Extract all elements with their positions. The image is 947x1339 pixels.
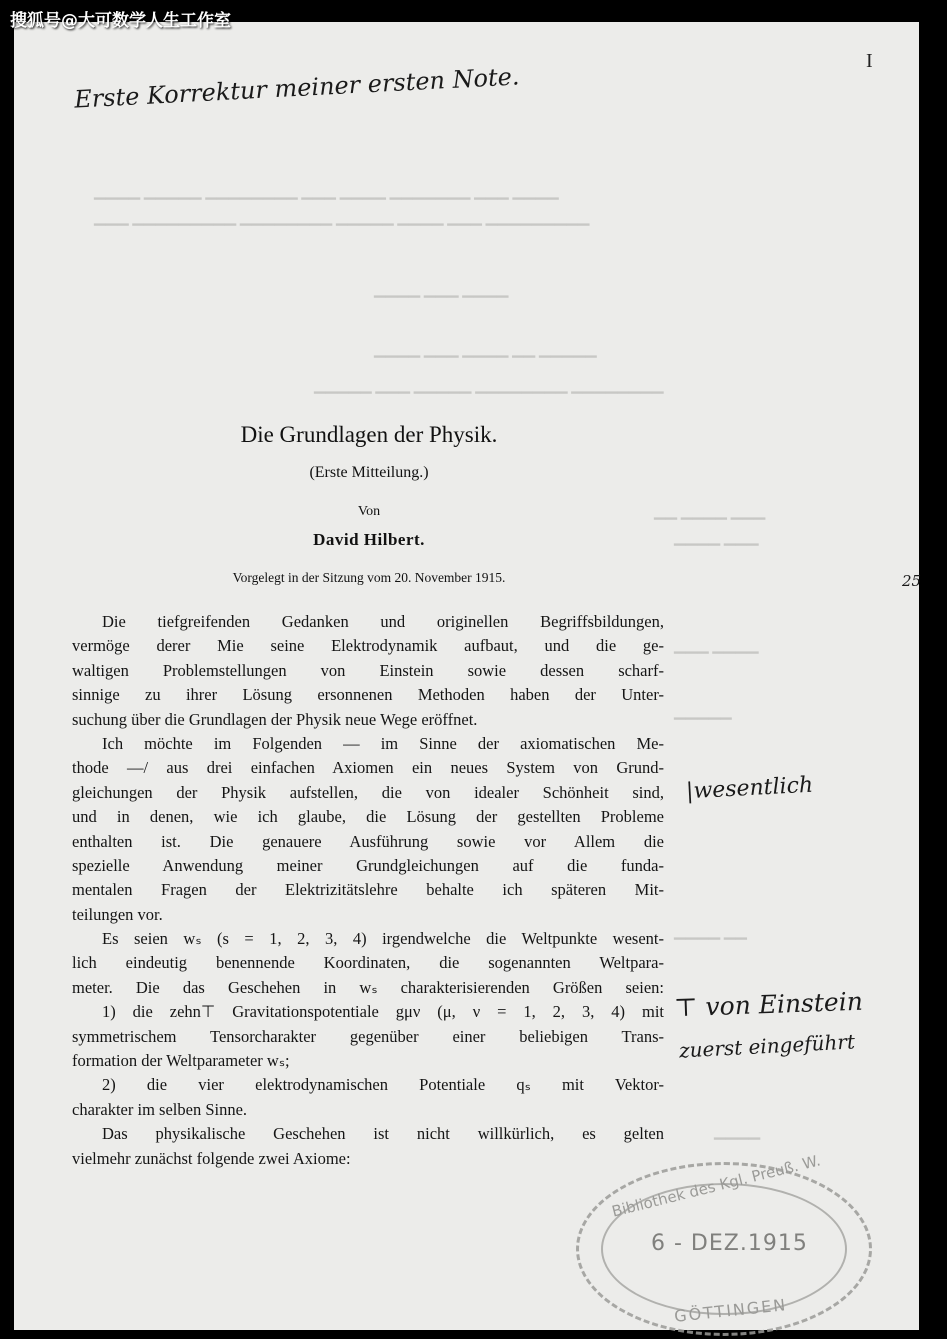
body-line: sinnige zu ihrer Lösung ersonnenen Methoden haben der Unter- — [72, 685, 664, 705]
stamp-top-text: Bibliothek des Kgl. Preuß. W. — [610, 1151, 823, 1221]
bleed-through: ▁▁▁▁ — [714, 1124, 761, 1140]
handwritten-top-note: Erste Korrektur meiner ersten Note. — [73, 62, 521, 114]
bleed-through: ▁▁▁▁ ▁▁▁ ▁▁▁▁ ▁▁ ▁▁▁▁▁ — [374, 342, 597, 358]
body-line: vielmehr zunächst folgende zwei Axiome: — [72, 1148, 351, 1168]
document-page — [14, 22, 922, 1330]
bleed-through: ▁▁▁▁▁ — [674, 704, 732, 720]
paper-subtitle: (Erste Mitteilung.) — [309, 464, 429, 481]
body-text — [72, 610, 664, 1171]
body-line: gleichungen der Physik aufstellen, die von idealer Schönheit sind, — [72, 782, 664, 802]
body-line: enthalten ist. Die genauere Ausführung sowie vor Allem die — [72, 831, 664, 851]
body-line: meter. Die das Geschehen in wₛ charakterisierenden Größen seien: — [72, 977, 664, 997]
author-name: David Hilbert. — [313, 530, 425, 549]
body-line: Es seien wₛ (s = 1, 2, 3, 4) irgendwelche die Weltpunkte wesent- — [102, 929, 664, 949]
body-line: und in denen, wie ich glaube, die Lösung der gestellten Probleme — [72, 807, 664, 827]
bleed-through: ▁▁▁▁ ▁▁ — [674, 924, 747, 940]
von-label: Von — [357, 504, 381, 519]
body-line: Die tiefgreifenden Gedanken und originellen Begriffsbildungen, — [102, 612, 664, 631]
body-line: thode —/ aus drei einfachen Axiomen ein neues System von Grund- — [72, 758, 664, 778]
bleed-through: ▁▁▁▁ ▁▁▁ ▁▁▁▁ — [374, 282, 509, 298]
body-line: waltigen Problemstellungen von Einstein sowie dessen scharf- — [72, 660, 664, 680]
handwritten-einstein-line1: ⊤ von Einstein — [673, 986, 864, 1023]
body-line: lich eindeutig benennende Koordinaten, die sogenannten Weltpara- — [72, 953, 664, 973]
body-line: teilungen vor. — [72, 904, 163, 924]
stamp-bottom-text: GÖTTINGEN — [673, 1295, 789, 1326]
library-stamp — [576, 1151, 872, 1336]
watermark-text: 搜狐号@大可数学人生工作室 — [10, 11, 231, 31]
handwritten-margin-number: 25 — [902, 572, 922, 590]
body-line: symmetrischem Tensorcharakter gegenüber einer beliebigen Trans- — [72, 1026, 664, 1046]
page-mark: I — [866, 50, 873, 72]
bleed-through: ▁▁▁▁ ▁▁▁▁▁ ▁▁▁▁▁▁▁▁ ▁▁▁ ▁▁▁▁ ▁▁▁▁▁▁▁ ▁▁▁ ▁▁▁▁ — [94, 184, 559, 200]
body-line: formation der Weltparameter wₛ; — [72, 1051, 290, 1071]
bleed-through: ▁▁▁▁ ▁▁▁ — [674, 530, 759, 546]
body-line: Ich möchte im Folgenden — im Sinne der axiomatischen Me- — [102, 733, 664, 753]
bleed-through: ▁▁▁ ▁▁▁▁▁▁▁▁▁ ▁▁▁▁▁▁▁▁ ▁▁▁▁▁ ▁▁▁▁ ▁▁▁ ▁▁▁▁▁▁▁▁▁ — [94, 210, 590, 226]
bleed-through: ▁▁▁▁▁ ▁▁▁ ▁▁▁▁▁ ▁▁▁▁▁▁▁▁ ▁▁▁▁▁▁▁▁ — [314, 378, 664, 394]
body-line: suchung über die Grundlagen der Physik neue Wege eröffnet. — [72, 709, 478, 729]
body-line: mentalen Fragen der Elektrizitätslehre behalte ich späteren Mit- — [72, 880, 664, 900]
handwritten-einstein-line2: zuerst eingeführt — [678, 1029, 856, 1063]
paper-title: Die Grundlagen der Physik. — [240, 422, 498, 447]
bleed-through: ▁▁▁ ▁▁▁▁ — [674, 638, 759, 654]
body-line: Das physikalische Geschehen ist nicht willkürlich, es gelten — [102, 1124, 664, 1144]
handwritten-margin-word: |wesentlich — [685, 772, 814, 805]
presented-line: Vorgelegt in der Sitzung vom 20. November 1915. — [232, 570, 506, 585]
body-line: 2) die vier elektrodynamischen Potentiale qₛ mit Vektor- — [102, 1075, 664, 1095]
body-line: 1) die zehn⊤ Gravitationspotentiale gμν (μ, ν = 1, 2, 3, 4) mit — [102, 1002, 664, 1022]
body-line: vermöge derer Mie seine Elektrodynamik aufbaut, und die ge- — [72, 636, 664, 656]
body-line: spezielle Anwendung meiner Grundgleichungen auf die funda- — [72, 855, 664, 875]
bleed-through: ▁▁ ▁▁▁▁ ▁▁▁ — [654, 504, 766, 520]
body-line: charakter im selben Sinne. — [72, 1099, 248, 1119]
stamp-date: 6 - DEZ.1915 — [651, 1231, 808, 1256]
